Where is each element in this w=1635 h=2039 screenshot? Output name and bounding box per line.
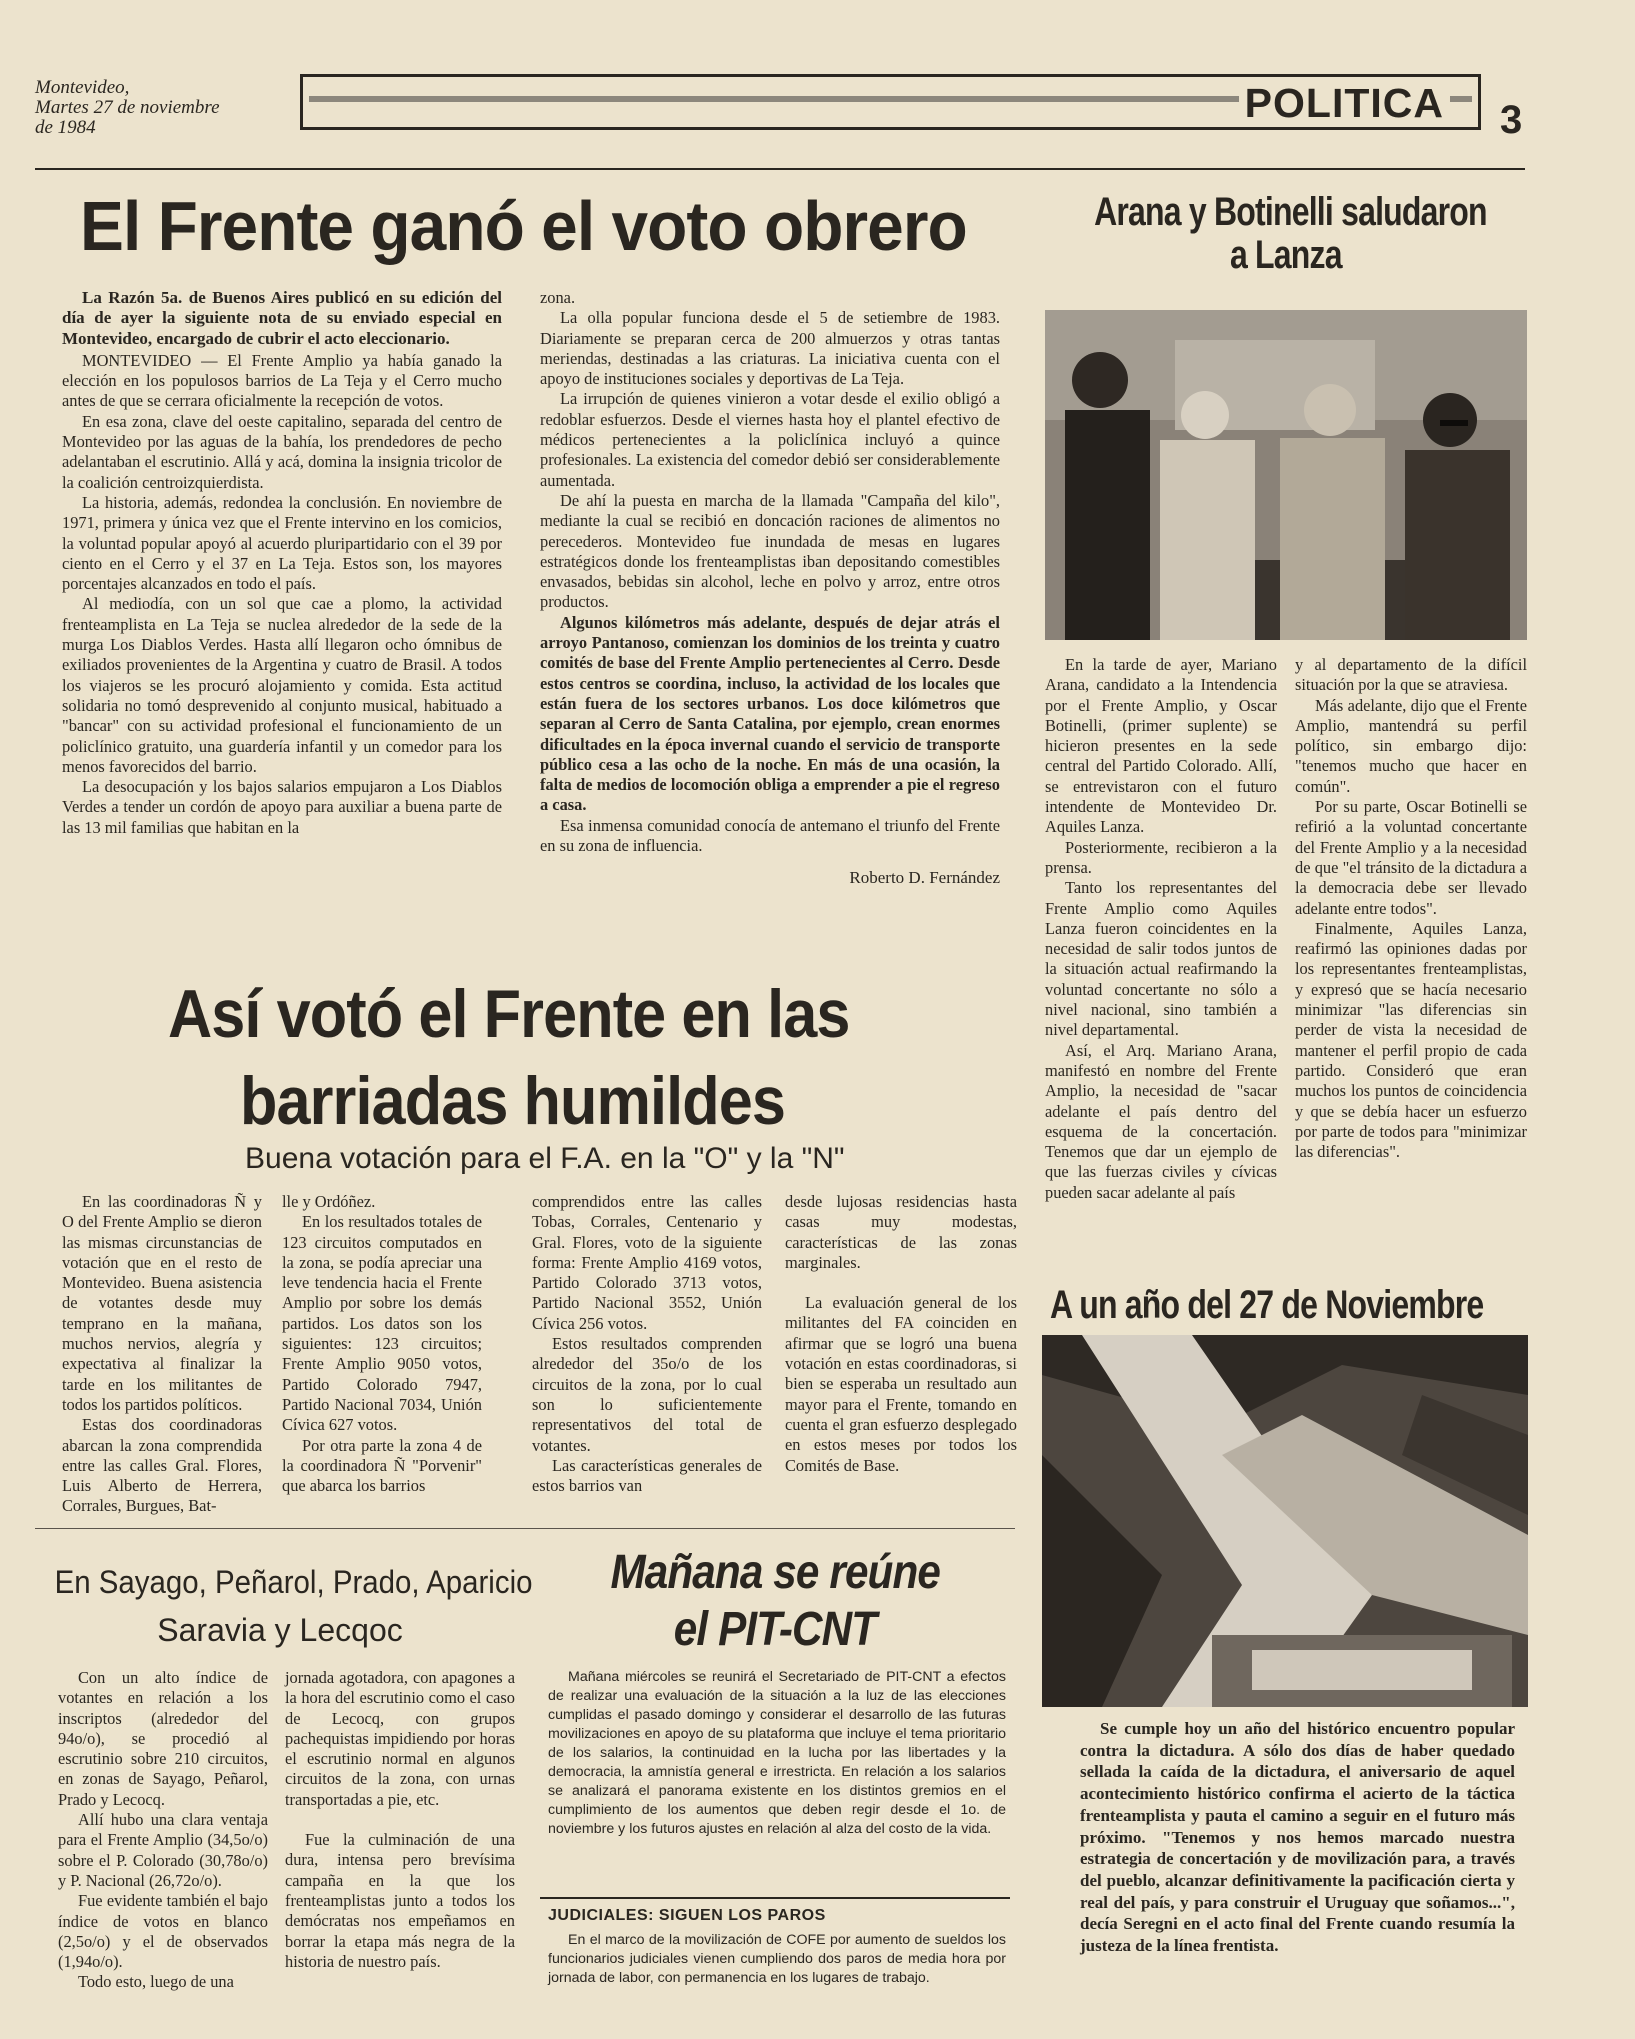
page-number: 3 <box>1500 98 1523 142</box>
article1-paragraph: La desocupación y los bajos salarios empujaron a Los Diablos Verdes a tender un cordón de apoyo para auxiliar a buena parte de las 13 mil familias que habitan en la <box>62 777 502 837</box>
article1-headline: El Frente ganó el voto obrero <box>80 187 967 265</box>
article5-headline-line2: Saravia y Lecqoc <box>157 1612 403 1648</box>
article2-paragraph: y al departamento de la difícil situación por la que se atraviesa. <box>1295 655 1527 695</box>
top-divider <box>35 168 1525 170</box>
article3-paragraph: En los resultados totales de 123 circuitos computados en la zona, se podía apreciar una leve tendencia hacia el Frente Amplio por sobre los demás partidos. Los datos son los siguientes: 123 circuitos; Frente Amplio 9050 votos, Partido Colorado 7947, Partido Nacional 7034, Unión Cívica 627 votos. <box>282 1212 482 1435</box>
article7-paragraph: En el marco de la movilización de COFE por aumento de sueldos los funcionarios judiciales vienen cumpliendo dos paros de media hora por jornada de labor, con permanencia en los lugares de trabajo. <box>548 1932 1006 1986</box>
article3-headline-line2: barriadas humildes <box>240 1063 786 1139</box>
article2-col1 <box>1045 655 1277 1203</box>
article6-headline-line2: el PIT-CNT <box>673 1603 877 1656</box>
article3-paragraph: Por otra parte la zona 4 de la coordinadora Ñ "Porvenir" que abarca los barrios <box>282 1435 482 1496</box>
article1-paragraph: De ahí la puesta en marcha de la llamada "Campaña del kilo", mediante la cual se recibió en doncación raciones de alimentos no perecederos. Montevideo fue inundada de mesas en lugares estratégicos donde los frenteamplistas iban depositando comestibles envasados, bebidas sin alcohol, leche en polvo y arroz, entre otros productos. <box>540 490 1000 612</box>
article1-lead: La Razón 5a. de Buenos Aires publicó en su edición del día de ayer la siguiente nota de su enviado especial en Montevideo, encargado de cubrir el acto eleccionario. <box>62 288 502 348</box>
article3-paragraph: Las características generales de estos barrios van <box>532 1455 762 1496</box>
article4-headline: A un año del 27 de Noviembre <box>1050 1283 1484 1327</box>
article6-body <box>548 1668 1006 1839</box>
news-photo-arana-botinelli-lanza <box>1045 310 1527 640</box>
photo-illustration <box>1045 310 1527 640</box>
article1-paragraph: La olla popular funciona desde el 5 de setiembre de 1983. Diariamente se preparan cerca de 200 almuerzos y otras tantas meriendas, destinadas a las criaturas. La iniciativa cuenta con el apoyo de instituciones sociales y deportivas de La Teja. <box>540 308 1000 389</box>
article2-headline <box>1045 190 1527 278</box>
article3-headline-line1: Así votó el Frente en las <box>168 976 850 1052</box>
article5-paragraph: Fue evidente también el bajo índice de votos en blanco (2,5o/o) y el de observados (1,94o/o). <box>58 1891 268 1972</box>
judiciales-rule <box>540 1897 1010 1899</box>
article5-paragraph: Fue la culminación de una dura, intensa pero brevísima campaña en la que los frenteamplistas junto a todos los demócratas nos empeñamos en borrar la etapa más negra de la historia de nuestro país. <box>285 1830 515 1971</box>
section-label: POLITICA <box>1239 80 1450 127</box>
article5-paragraph: Con un alto índice de votantes en relación a los inscriptos (alrededor del 94o/o), se procedió al escrutinio sobre 210 circuitos, en zonas de Sayago, Peñarol, Prado y Lecocq. <box>58 1668 268 1809</box>
article1-paragraph: Esa inmensa comunidad conocía de antemano el triunfo del Frente en su zona de influencia. <box>540 815 1000 856</box>
article2-paragraph: Tanto los representantes del Frente Amplio como Aquiles Lanza fueron coincidentes en la necesidad de salir todos juntos de la situación actual reafirmando la voluntad concertante no sólo a nivel nacional, sino también a nivel departamental. <box>1045 878 1277 1040</box>
article5-paragraph: Todo esto, luego de una <box>78 1972 234 1992</box>
article6-headline-line1: Mañana se reúne <box>610 1546 940 1599</box>
article3-paragraph: La evaluación general de los militantes del FA coinciden en afirmar que se logró una buena votación en estas coordinadoras, si bien se esperaba un resultado aun mayor para el Frente, tomando en cuenta el gran esfuerzo desplegado en estos meses por todos los Comités de Base. <box>785 1293 1017 1475</box>
article3-paragraph: En las coordinadoras Ñ y O del Frente Amplio se dieron las mismas circunstancias de votación que en el resto de Montevideo. Buena asistencia de votantes desde muy temprano en la mañana, muchos nervios, alegría y expectativa al finalizar la tarde en los militantes de todos los partidos políticos. <box>62 1192 262 1414</box>
article2-col2 <box>1295 655 1527 1162</box>
article2-paragraph: Así, el Arq. Mariano Arana, manifestó en nombre del Frente Amplio, la necesidad de "sacar adelante el país dentro del esquema de la concertación. Tenemos que dar un ejemplo de que las fuerzas civiles y cívicas pueden sacar adelante al país <box>1045 1040 1277 1202</box>
news-photo-crowd-obelisco <box>1042 1335 1528 1707</box>
article1-paragraph: La irrupción de quienes vinieron a votar desde el exilio obligó a redoblar esfuerzos. Desde el viernes hasta hoy el plantel efectivo de médicos pertenecientes a la policlínica incluyó a quince profesionales. La existencia del comedor debió ser considerablemente aumentada. <box>540 389 1000 490</box>
article2-paragraph: Más adelante, dijo que el Frente Amplio, mantendrá su perfil político, sin embargo dijo: "tenemos mucho que hacer en común". <box>1295 695 1527 796</box>
article4-body <box>1080 1718 1515 1957</box>
article5-headline-line1: En Sayago, Peñarol, Prado, Aparicio <box>54 1564 533 1600</box>
article1-paragraph: Al mediodía, con un sol que cae a plomo, la actividad frenteamplista en La Teja se nuclea alrededor de la sede de la murga Los Diablos Verdes. Hasta allí llegaron ocho ómnibus de exiliados provenientes de la Argentina y cuatro de Brasil. A todos los viajeros se les procuró alojamiento y comida. Esta actitud solidaria no tomó desprevenido al conjunto musical, habituado a "bancar" con su actividad profesional el funcionamiento de un policlínico gratuito, una guardería infantil y un comedor para los menos favorecidos del barrio. <box>62 594 502 776</box>
article2-headline-line2: a Lanza <box>1230 233 1342 277</box>
article5-col1 <box>58 1668 268 1993</box>
article1-paragraph: Algunos kilómetros más adelante, después de dejar atrás el arroyo Pantanoso, comienzan los dominios de los treinta y cuatro comités de base del Frente Amplio pertenecientes al Cerro. Desde estos centros se coordina, incluso, la actividad de los locales que están fuera de los sectores urbanos. Los doce kilómetros que separan al Cerro de Santa Catalina, por ejemplo, crean enormes dificultades en la época invernal cuando el servicio de transporte público cesa a las ocho de la noche. En más de una ocasión, la falta de medios de locomoción obliga a emprender a pie el regreso a casa. <box>540 612 1000 815</box>
article3-col2 <box>282 1192 482 1496</box>
article1-paragraph: zona. <box>540 288 576 307</box>
article5-headline <box>35 1558 533 1654</box>
article3-paragraph: desde lujosas residencias hasta casas muy modestas, características de las zonas marginales. <box>785 1192 1017 1272</box>
article1-paragraph: La historia, además, redondea la conclusión. En noviembre de 1971, primera y única vez que el Frente intervino en los comicios, la voluntad popular apoyó al acuerdo pluripartidario con el 39 por ciento en el Cerro y el 37 en La Teja. Estos son, los mayores porcentajes alcanzados en todo el país. <box>62 492 502 594</box>
dateline <box>35 78 220 138</box>
article2-paragraph: En la tarde de ayer, Mariano Arana, candidato a la Intendencia por el Frente Amplio, y Oscar Botinelli, (primer suplente) se hicieron presentes en la sede central del Partido Colorado. Allí, se entrevistaron con el futuro intendente de Montevideo Dr. Aquiles Lanza. <box>1045 655 1277 837</box>
article1-col2 <box>540 288 1000 889</box>
dateline-city: Montevideo, <box>35 77 130 98</box>
dateline-year: de 1984 <box>35 117 96 138</box>
article3-subhead: Buena votación para el F.A. en la "O" y la "N" <box>245 1142 845 1175</box>
article5-paragraph: Allí hubo una clara ventaja para el Frente Amplio (34,5o/o) sobre el P. Colorado (30,78o/o) y P. Nacional (26,72o/o). <box>58 1810 268 1890</box>
article2-headline-line1: Arana y Botinelli saludaron <box>1094 190 1487 234</box>
article2-paragraph: Por su parte, Oscar Botinelli se refirió a la voluntad concertante del Frente Amplio y a la necesidad de que "el tránsito de la dictadura a la democracia debe ser llevado adelante entre todos". <box>1295 797 1527 918</box>
article2-paragraph: Finalmente, Aquiles Lanza, reafirmó las opiniones dadas por los representantes frenteamplistas, y expresó que se hacía necesario minimizar "las diferencias sin perder de vista la necesidad de mantener el perfil propio de cada partido. Consideró que eran muchos los puntos de coincidencia y que se debía hacer un esfuerzo por parte de todos para "minimizar las diferencias". <box>1295 918 1527 1162</box>
article3-col4 <box>785 1192 1017 1476</box>
section-banner <box>300 74 1481 130</box>
article1-col1 <box>62 288 502 838</box>
article6-headline <box>540 1545 1010 1657</box>
article6-paragraph: Mañana miércoles se reunirá el Secretariado de PIT-CNT a efectos de realizar una evaluación de la situación a la luz de las elecciones cumplidas el pasado domingo y considerar el desarrollo de las futuras movilizaciones en apoyo de su plataforma que incluye el tema prioritario de los salarios, la continuidad en la lucha por las libertades y la democracia, la amnistía general e irrestricta. En relación a los salarios se analizará el panorama existente en los distintos gremios en el cumplimiento de los aumentos que deben regir desde el 1o. de noviembre y los futuros ajustes en relación al alza del costo de la vida. <box>548 1669 1006 1837</box>
article5-paragraph: jornada agotadora, con apagones a la hora del escrutinio como el caso de Lecocq, con grupos pachequistas impidiendo por horas el escrutinio normal en algunos circuitos de la zona, con urnas transportadas a pie, etc. <box>285 1668 515 1809</box>
article1-author: Roberto D. Fernández <box>849 868 1000 888</box>
bottom-section-divider <box>35 1528 1015 1529</box>
article2-paragraph: Posteriormente, recibieron a la prensa. <box>1045 837 1277 877</box>
article3-paragraph: Estos resultados comprenden alrededor del 35o/o de los circuitos de la zona, por lo cual son lo suficientemente representativos del total de votantes. <box>532 1334 762 1455</box>
article3-col1 <box>62 1192 262 1517</box>
article1-paragraph: En esa zona, clave del oeste capitalino, separada del centro de Montevideo por las aguas de la bahía, los prendedores de pecho adelantaban el escrutinio. Allá y acá, domina la insignia tricolor de la coalición centroizquierdista. <box>62 411 502 492</box>
article7-body <box>548 1931 1006 1988</box>
article4-paragraph: Se cumple hoy un año del histórico encuentro popular contra la dictadura. A sólo dos días de haber quedado sellada la caída de la dictadura, el aniversario de aquel acontecimiento histórico confirma el acierto de la táctica frenteamplista y pauta el camino a seguir en el futuro más próximo. "Tenemos y nos hemos marcado nuestra estrategia de concertación y de movilización para, a través del pueblo, alcanzar definitivamente la pacificación cierta y real del país, y para construir el Uruguay que soñamos...", decía Seregni en el acto final del Frente cuando resumía la justeza de la línea frentista. <box>1080 1719 1515 1956</box>
article3-paragraph: comprendidos entre las calles Tobas, Corrales, Centenario y Gral. Flores, voto de la siguiente forma: Frente Amplio 4169 votos, Partido Colorado 3713 votos, Partido Nacional 3552, Unión Cívica 256 votos. <box>532 1192 762 1333</box>
article3-col3 <box>532 1192 762 1496</box>
article3-paragraph: Estas dos coordinadoras abarcan la zona comprendida entre las calles Gral. Flores, Luis Alberto de Herrera, Corrales, Burgues, Bat- <box>62 1415 262 1516</box>
article1-paragraph: MONTEVIDEO — El Frente Amplio ya había ganado la elección en los populosos barrios de La Teja y el Cerro mucho antes de que se cerrara oficialmente la recepción de votos. <box>62 350 502 411</box>
article7-headline: JUDICIALES: SIGUEN LOS PAROS <box>548 1907 826 1924</box>
article3-paragraph: lle y Ordóñez. <box>282 1192 376 1211</box>
crowd-photo-illustration <box>1042 1335 1528 1707</box>
dateline-day: Martes 27 de noviembre <box>35 97 220 118</box>
article5-col2 <box>285 1668 515 1972</box>
